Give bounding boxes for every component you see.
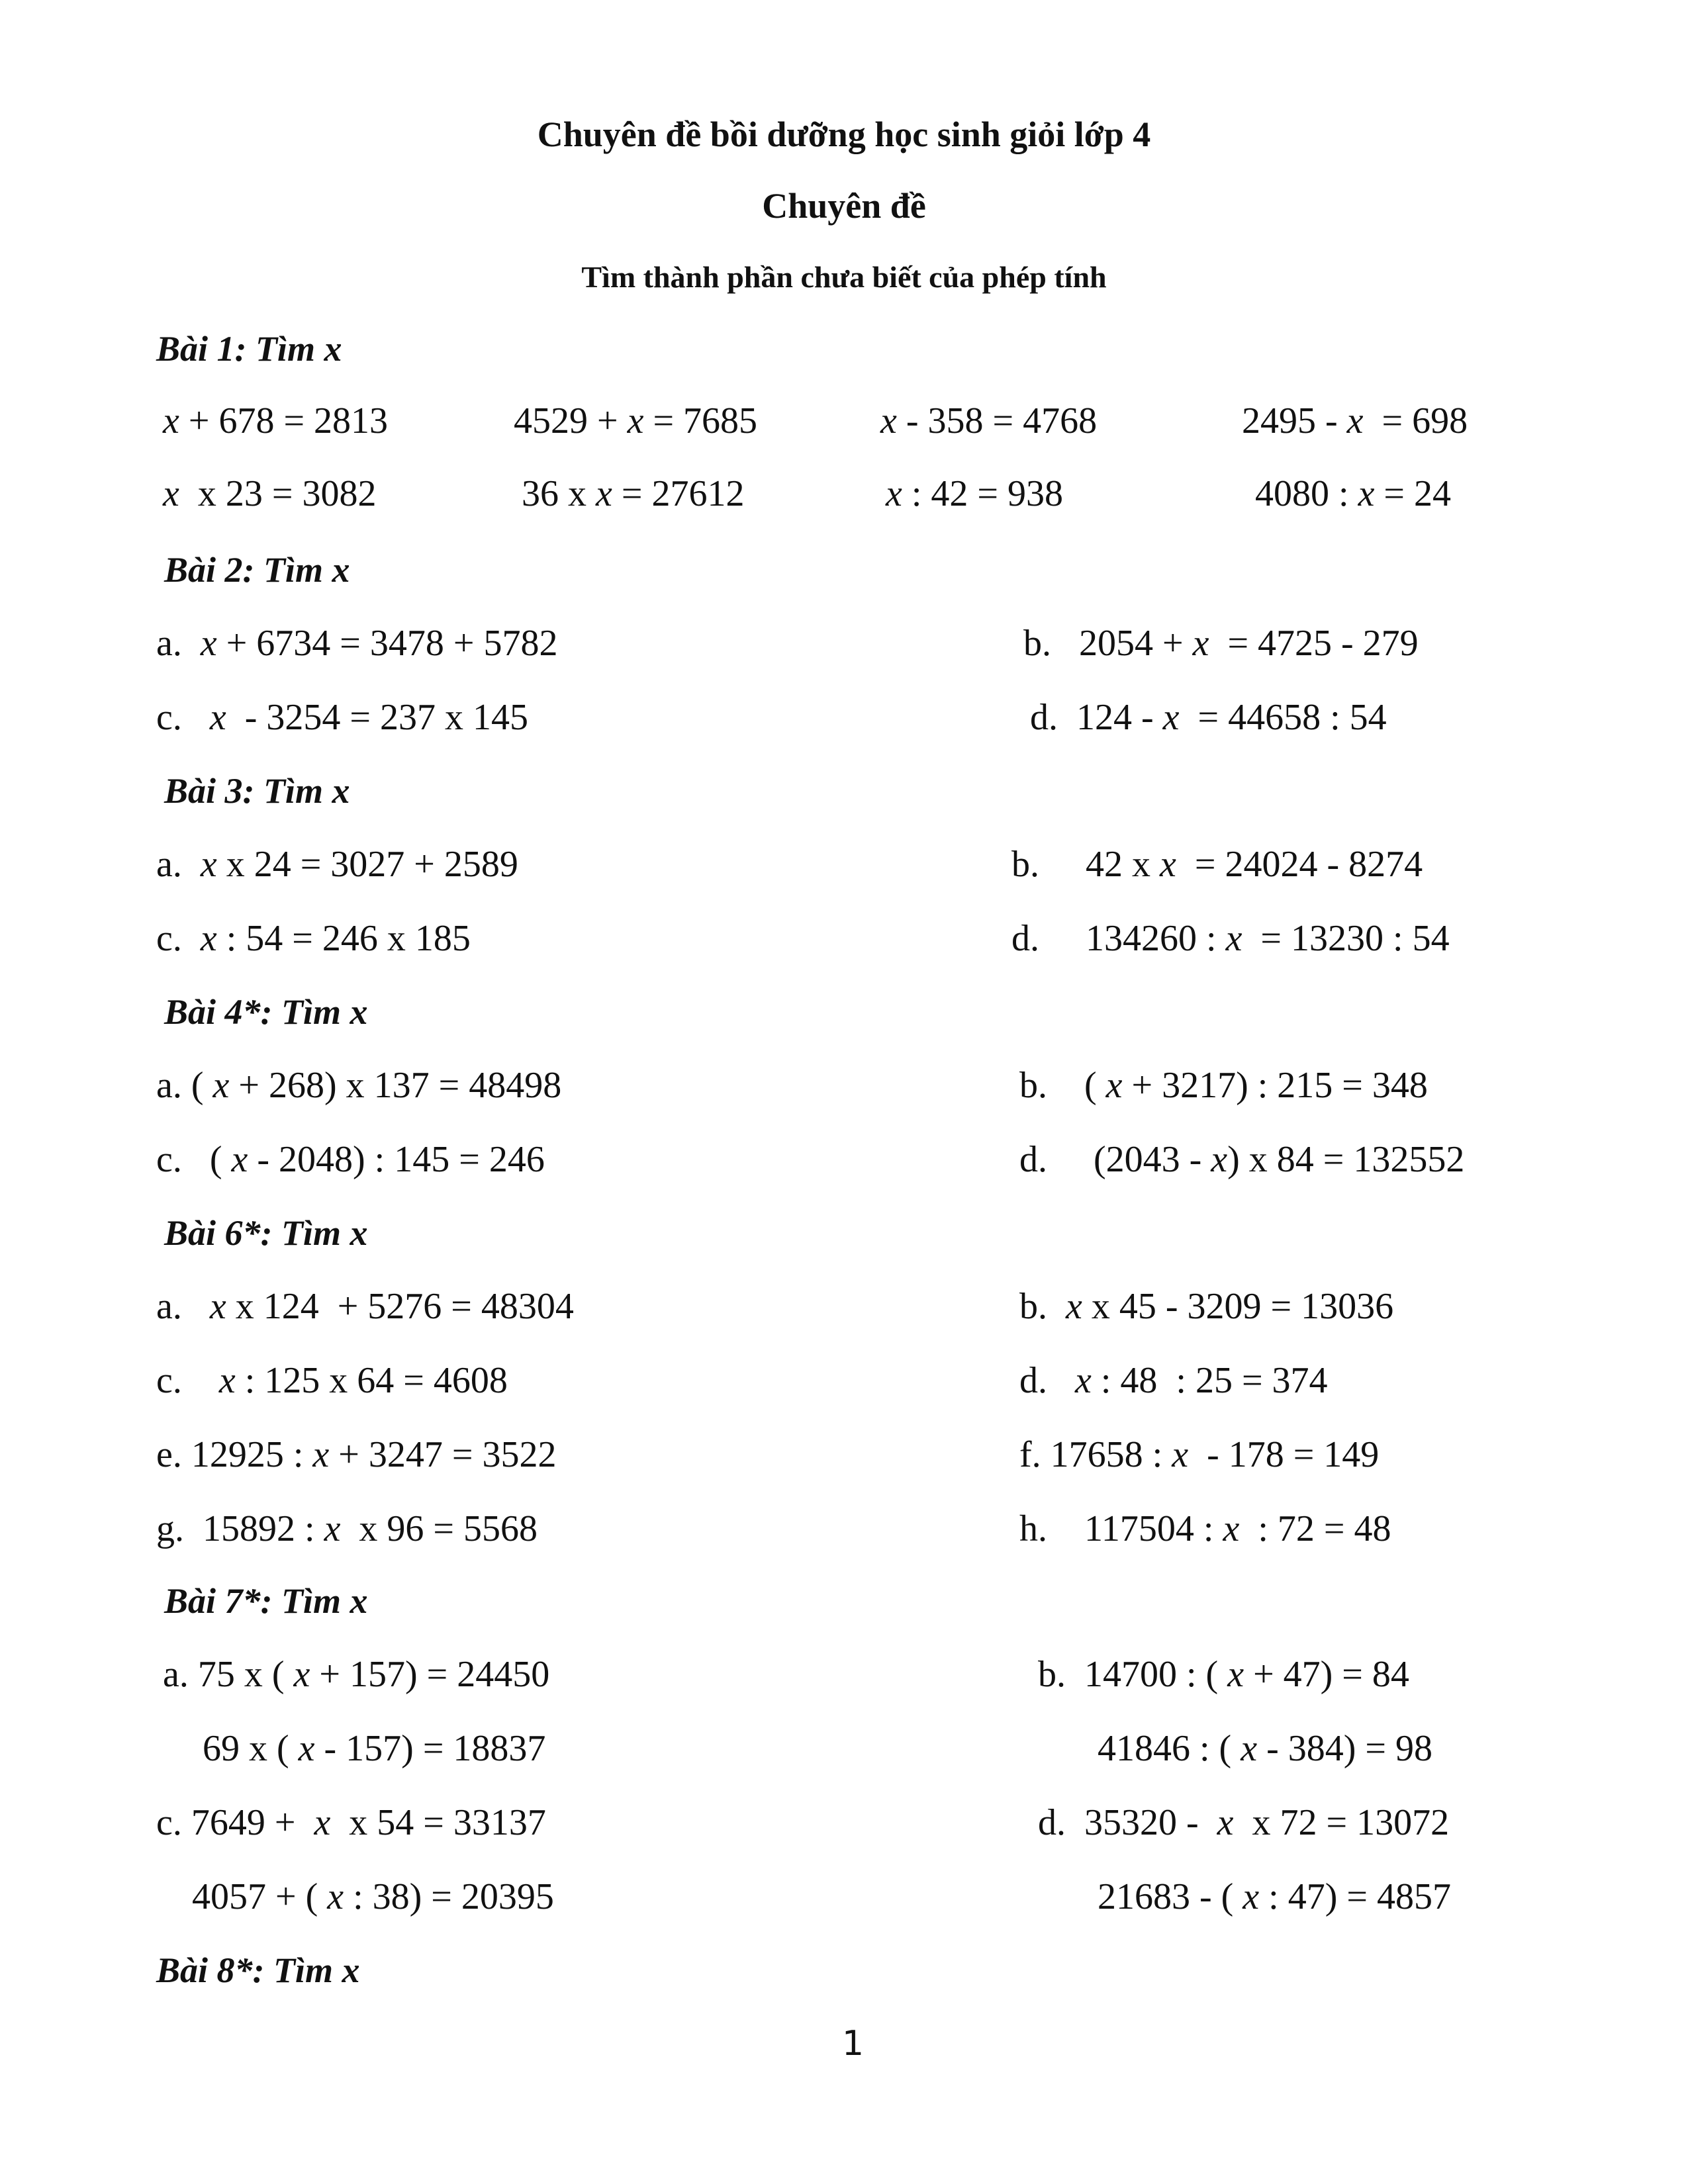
- equation: a. 75 x ( x + 157) = 24450: [163, 1654, 550, 1695]
- equation: a. ( x + 268) x 137 = 48498: [156, 1065, 562, 1106]
- equation: f. 17658 : x - 178 = 149: [1019, 1434, 1380, 1475]
- equation: e. 12925 : x + 3247 = 3522: [156, 1434, 557, 1475]
- equation: b. 14700 : ( x + 47) = 84: [1038, 1654, 1409, 1695]
- equation: c. x - 3254 = 237 x 145: [156, 697, 528, 738]
- section-heading-bai6: Bài 6*: Tìm x: [164, 1213, 368, 1253]
- section-heading-bai4: Bài 4*: Tìm x: [164, 992, 368, 1032]
- equation: 21683 - ( x : 47) = 4857: [1098, 1876, 1451, 1917]
- equation: c. x : 54 = 246 x 185: [156, 918, 471, 959]
- equation: b. x x 45 - 3209 = 13036: [1019, 1286, 1394, 1327]
- equation: 4529 + x = 7685: [514, 400, 758, 441]
- equation: c. ( x - 2048) : 145 = 246: [156, 1139, 545, 1180]
- page-subtitle: Chuyên đề: [762, 186, 926, 226]
- equation: c. 7649 + x x 54 = 33137: [156, 1802, 546, 1843]
- page-number: 1: [842, 2024, 865, 2064]
- section-heading-bai3: Bài 3: Tìm x: [164, 771, 350, 811]
- equation: x x 23 = 3082: [163, 473, 377, 514]
- equation: 2495 - x = 698: [1242, 400, 1468, 441]
- equation: 4057 + ( x : 38) = 20395: [192, 1876, 554, 1917]
- section-heading-bai1: Bài 1: Tìm x: [156, 329, 342, 369]
- equation: x - 358 = 4768: [880, 400, 1098, 441]
- section-heading-bai8: Bài 8*: Tìm x: [156, 1950, 360, 1990]
- equation: b. 2054 + x = 4725 - 279: [1023, 623, 1419, 664]
- equation: g. 15892 : x x 96 = 5568: [156, 1508, 538, 1549]
- equation: d. 134260 : x = 13230 : 54: [1011, 918, 1450, 959]
- equation: d. 35320 - x x 72 = 13072: [1038, 1802, 1450, 1843]
- equation: d. x : 48 : 25 = 374: [1019, 1360, 1328, 1401]
- topic-heading: Tìm thành phần chưa biết của phép tính: [581, 260, 1107, 294]
- equation: c. x : 125 x 64 = 4608: [156, 1360, 508, 1401]
- equation: a. x x 124 + 5276 = 48304: [156, 1286, 574, 1327]
- equation: 4080 : x = 24: [1255, 473, 1452, 514]
- equation: x : 42 = 938: [886, 473, 1063, 514]
- equation: x + 678 = 2813: [163, 400, 389, 441]
- equation: a. x + 6734 = 3478 + 5782: [156, 623, 558, 664]
- equation: 41846 : ( x - 384) = 98: [1098, 1728, 1432, 1769]
- equation: 69 x ( x - 157) = 18837: [203, 1728, 546, 1769]
- equation: 36 x x = 27612: [522, 473, 745, 514]
- equation: b. ( x + 3217) : 215 = 348: [1019, 1065, 1428, 1106]
- equation: d. 124 - x = 44658 : 54: [1030, 697, 1387, 738]
- section-heading-bai2: Bài 2: Tìm x: [164, 550, 350, 590]
- equation: d. (2043 - x) x 84 = 132552: [1019, 1139, 1465, 1180]
- page-title: Chuyên đề bồi dưỡng học sinh giỏi lớp 4: [537, 114, 1151, 154]
- equation: h. 117504 : x : 72 = 48: [1019, 1508, 1391, 1549]
- equation: b. 42 x x = 24024 - 8274: [1011, 844, 1423, 885]
- section-heading-bai7: Bài 7*: Tìm x: [164, 1581, 368, 1621]
- equation: a. x x 24 = 3027 + 2589: [156, 844, 518, 885]
